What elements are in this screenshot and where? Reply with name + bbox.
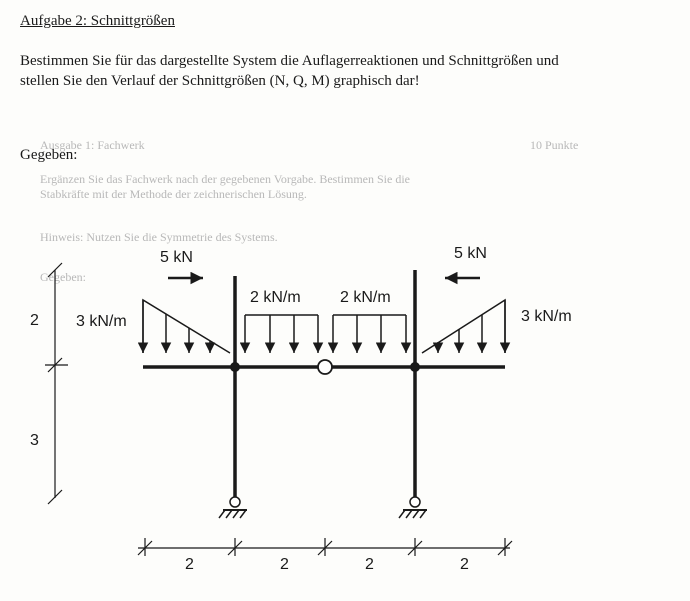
force-right-label: 5 kN: [454, 245, 487, 262]
load-mid-left-label: 2 kN/m: [250, 289, 301, 306]
horizontal-dimension: [138, 538, 512, 556]
bleed-points: 10 Punkte: [530, 138, 579, 152]
bleed-text-5: Gegeben:: [40, 270, 86, 284]
dimension-upper-label: 2: [30, 312, 39, 329]
task-line-2: stellen Sie den Verlauf der Schnittgrößen (N, Q, M) graphisch dar!: [20, 73, 420, 89]
task-heading: Aufgabe 2: Schnittgrößen: [20, 13, 175, 29]
right-triangular-load: [422, 300, 505, 353]
bleed-text-3: Stabkräfte mit der Methode der zeichnerischen Lösung.: [40, 187, 307, 201]
force-left-label: 5 kN: [160, 249, 193, 266]
bleed-text-1: Ausgabe 1: Fachwerk: [40, 138, 145, 152]
given-label: Gegeben:: [20, 147, 78, 163]
load-left-label: 3 kN/m: [76, 313, 127, 330]
load-mid-right-label: 2 kN/m: [340, 289, 391, 306]
dimension-bottom-3: 2: [365, 556, 374, 573]
dimension-bottom-4: 2: [460, 556, 469, 573]
bleed-text-2: Ergänzen Sie das Fachwerk nach der gegebenen Vorgabe. Bestimmen Sie die: [40, 172, 411, 186]
right-rigid-joint: [410, 362, 420, 372]
dimension-bottom-2: 2: [280, 556, 289, 573]
left-rigid-joint: [230, 362, 240, 372]
right-pinned-support: [399, 497, 427, 518]
bleed-text-4: Hinweis: Nutzen Sie die Symmetrie des Systems.: [40, 230, 278, 244]
middle-right-uniform-load: [333, 315, 406, 353]
load-right-label: 3 kN/m: [521, 308, 572, 325]
dimension-bottom-1: 2: [185, 556, 194, 573]
left-triangular-load: [143, 300, 230, 353]
left-pinned-support: [219, 497, 247, 518]
middle-hinge: [318, 360, 332, 374]
middle-left-uniform-load: [245, 315, 318, 353]
dimension-lower-label: 3: [30, 432, 39, 449]
vertical-dimension: [45, 263, 68, 504]
task-line-1: Bestimmen Sie für das dargestellte System die Auflagerreaktionen und Schnittgrößen und: [20, 53, 559, 69]
